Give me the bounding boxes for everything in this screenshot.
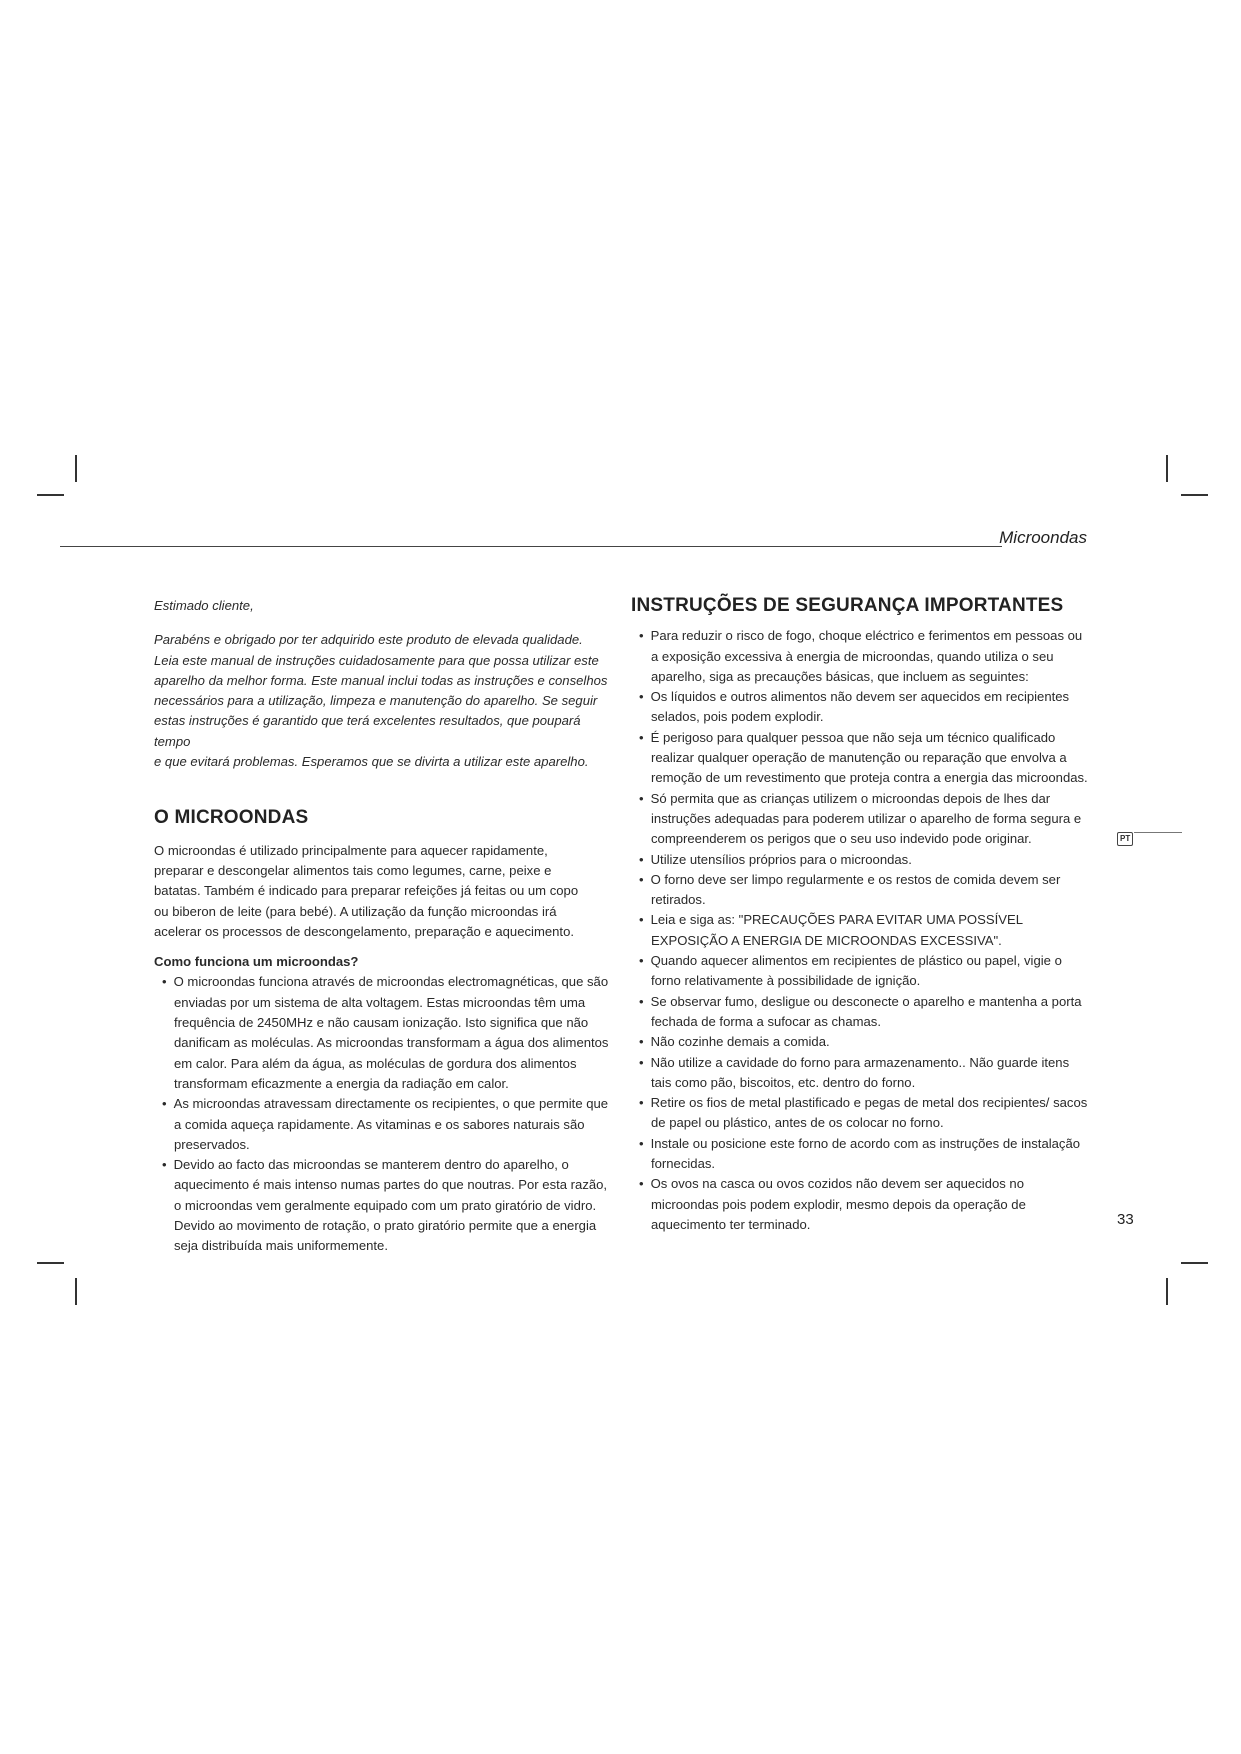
list-item: • O forno deve ser limpo regularmente e os restos de comida devem ser retirados. [631, 870, 1091, 911]
body-line: batatas. Também é indicado para preparar refeições já feitas ou um copo [154, 883, 579, 899]
language-badge: PT [1117, 832, 1133, 846]
list-item: • Devido ao facto das microondas se manterem dentro do aparelho, o aquecimento é mais intenso numas partes do que noutras. Por esta razão, o microondas vem geralmente equipado com um prato giratório de vidro. Devido ao movimento de rotação, o prato giratório permite que a energia seja distribuída mais uniformemente. [154, 1155, 614, 1256]
body-line: preparar e descongelar alimentos tais como legumes, carne, peixe e [154, 862, 552, 878]
section-body [154, 841, 614, 942]
crop-mark-bottom-left-v [75, 1278, 77, 1305]
crop-mark-bottom-left-h [37, 1262, 64, 1264]
intro-line: necessários para a utilização, limpeza e manutenção do aparelho. Se seguir [154, 693, 598, 709]
how-it-works-list [154, 972, 614, 1256]
list-item: • O microondas funciona através de microondas electromagnéticas, que são enviadas por um sistema de alta voltagem. Estas microondas têm uma frequência de 2450MHz e não causam ionização. Isto significa que não danificam as moléculas. As microondas transformam a água dos alimentos em calor. Para além da água, as moléculas de gordura dos alimentos transformam eficazmente a energia da radiação em calor. [154, 972, 614, 1094]
intro-line: Parabéns e obrigado por ter adquirido este produto de elevada qualidade. [154, 632, 583, 648]
crop-mark-top-right-v [1166, 455, 1168, 482]
header-rule [60, 546, 1002, 547]
list-item: • Só permita que as crianças utilizem o microondas depois de lhes dar instruções adequadas para poderem utilizar o aparelho de forma segura e compreenderem os perigos que o seu uso indevido pode originar. [631, 789, 1091, 850]
list-item: • É perigoso para qualquer pessoa que não seja um técnico qualificado realizar qualquer operação de manutenção ou reparação que envolva a remoção de um revestimento que proteja contra a energia das microondas. [631, 728, 1091, 789]
intro-line: e que evitará problemas. Esperamos que se divirta a utilizar este aparelho. [154, 754, 589, 770]
crop-mark-bottom-right-v [1166, 1278, 1168, 1305]
crop-mark-top-left-v [75, 455, 77, 482]
list-item: • Para reduzir o risco de fogo, choque eléctrico e ferimentos em pessoas ou a exposição excessiva à energia de microondas, quando utiliza o seu aparelho, siga as precauções básicas, que incluem as seguintes: [631, 626, 1091, 687]
intro-line: estas instruções é garantido que terá excelentes resultados, que poupará tempo [154, 713, 581, 749]
list-item: • Utilize utensílios próprios para o microondas. [631, 850, 1091, 870]
list-item: • Instale ou posicione este forno de acordo com as instruções de instalação fornecidas. [631, 1134, 1091, 1175]
header-title: Microondas [999, 528, 1087, 547]
intro-line: Leia este manual de instruções cuidadosamente para que possa utilizar este [154, 652, 599, 668]
list-item: • Quando aquecer alimentos em recipientes de plástico ou papel, vigie o forno relativamente à possibilidade de ignição. [631, 951, 1091, 992]
list-item: • Retire os fios de metal plastificado e pegas de metal dos recipientes/ sacos de papel ou plástico, antes de os colocar no forno. [631, 1093, 1091, 1134]
list-item: • Se observar fumo, desligue ou desconecte o aparelho e mantenha a porta fechada de forma a sufocar as chamas. [631, 992, 1091, 1033]
section-title-safety: INSTRUÇÕES DE SEGURANÇA IMPORTANTES [631, 595, 1064, 616]
intro-paragraph [154, 630, 614, 772]
page-number: 33 [1117, 1211, 1134, 1228]
language-tab-rule [1134, 832, 1182, 833]
list-item: • Os ovos na casca ou ovos cozidos não devem ser aquecidos no microondas pois podem explodir, mesmo depois da operação de aquecimento ter terminado. [631, 1174, 1091, 1235]
subheading-how-it-works: Como funciona um microondas? [154, 954, 359, 970]
intro-line: aparelho da melhor forma. Este manual inclui todas as instruções e conselhos [154, 672, 608, 688]
crop-mark-top-left-h [37, 494, 64, 496]
list-item: • Leia e siga as: "PRECAUÇÕES PARA EVITAR UMA POSSÍVEL EXPOSIÇÃO A ENERGIA DE MICROONDAS EXCESSIVA". [631, 910, 1091, 951]
salutation: Estimado cliente, [154, 598, 254, 613]
left-column [154, 596, 614, 1257]
right-column [631, 596, 1091, 1235]
safety-list [631, 626, 1091, 1235]
body-line: ou biberon de leite (para bebé). A utilização da função microondas irá [154, 903, 557, 919]
body-line: O microondas é utilizado principalmente para aquecer rapidamente, [154, 842, 548, 858]
list-item: • As microondas atravessam directamente os recipientes, o que permite que a comida aqueça rapidamente. As vitaminas e os sabores naturais são preservados. [154, 1094, 614, 1155]
list-item: • Os líquidos e outros alimentos não devem ser aquecidos em recipientes selados, pois podem explodir. [631, 687, 1091, 728]
crop-mark-bottom-right-h [1181, 1262, 1208, 1264]
list-item: • Não utilize a cavidade do forno para armazenamento.. Não guarde itens tais como pão, biscoitos, etc. dentro do forno. [631, 1053, 1091, 1094]
body-line: acelerar os processos de descongelamento, preparação e aquecimento. [154, 923, 574, 939]
list-item: • Não cozinhe demais a comida. [631, 1032, 1091, 1052]
crop-mark-top-right-h [1181, 494, 1208, 496]
section-title-microondas: O MICROONDAS [154, 807, 309, 829]
